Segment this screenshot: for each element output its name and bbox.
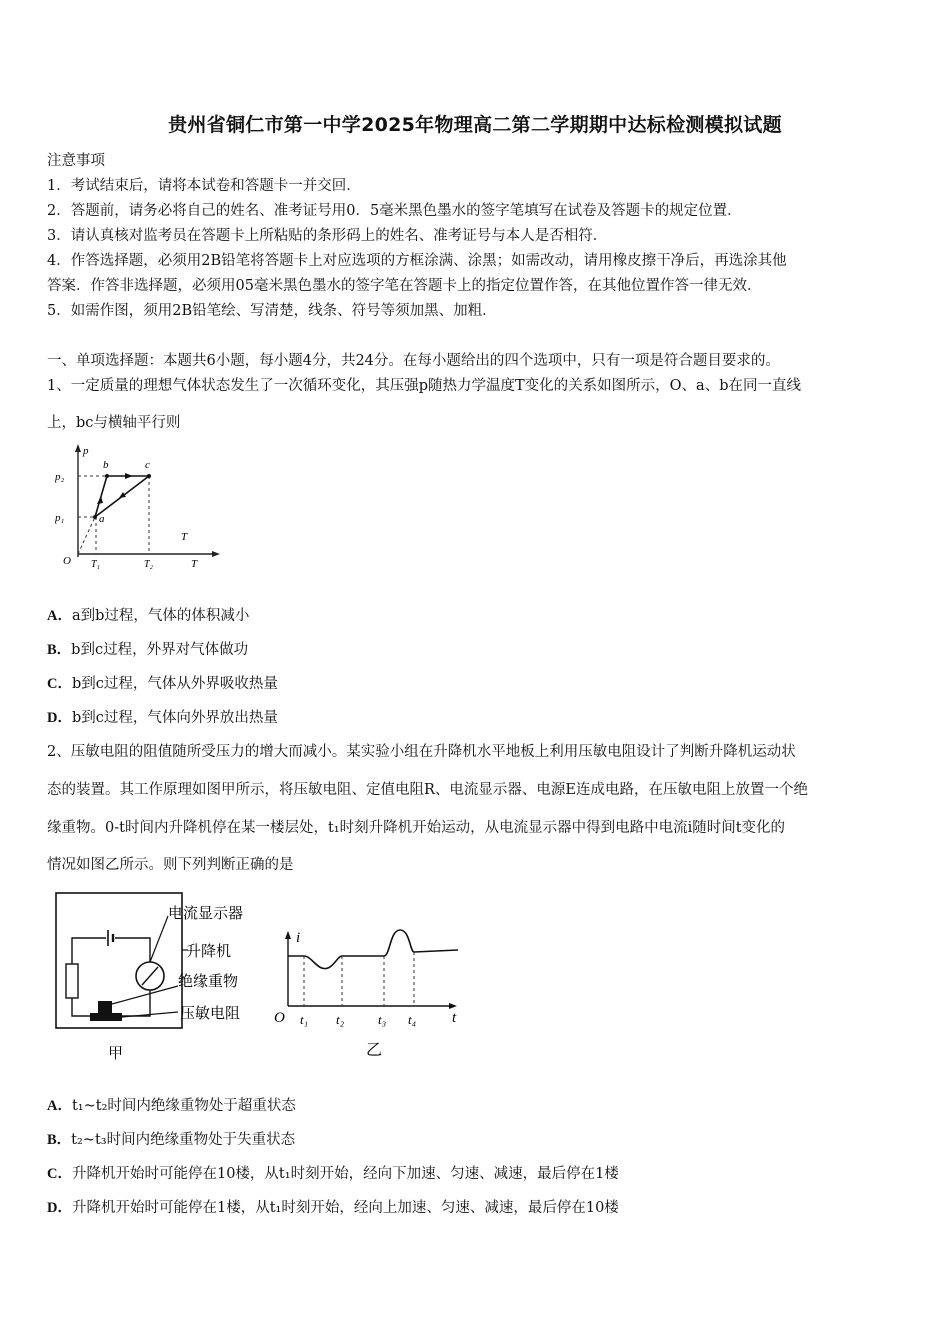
pt-x-arrow xyxy=(212,551,220,557)
pt-label-b: b xyxy=(103,459,109,471)
q2-option-b-text: t₂~t₃时间内绝缘重物处于失重状态 xyxy=(71,1132,296,1148)
q1-option-c-text: b到c过程，气体从外界吸收热量 xyxy=(71,676,278,692)
q1-option-d-text: b到c过程，气体向外界放出热量 xyxy=(71,710,278,726)
q2-option-c[interactable] xyxy=(47,1164,619,1184)
q2-stem-line-1: 2、压敏电阻的阻值随所受压力的增大而减小。某实验小组在升降机水平地板上利用压敏电阻设计了判断升降机运动状 xyxy=(47,744,796,760)
q2-option-a[interactable] xyxy=(47,1096,296,1116)
notice-item-3: 3．请认真核对监考员在答题卡上所粘贴的条形码上的姓名、准考证号与本人是否相符． xyxy=(47,228,608,244)
pt-label-a: a xyxy=(99,513,105,525)
it-label-t4: t₄ xyxy=(408,1012,417,1027)
it-y-arrow xyxy=(285,931,291,939)
it-label-t3: t₃ xyxy=(378,1012,387,1027)
q2-figure-jia xyxy=(50,888,265,1063)
caption-jia: 甲 xyxy=(108,1044,124,1062)
it-curve xyxy=(288,930,458,969)
q1-option-b-text: b到c过程，外界对气体做功 xyxy=(71,642,249,658)
notice-item-1: 1．考试结束后，请将本试卷和答题卡一并交回． xyxy=(47,178,361,194)
label-weight: 绝缘重物 xyxy=(178,972,239,990)
q1-option-b-key: B． xyxy=(47,642,72,658)
q1-option-a-key: A． xyxy=(47,608,72,624)
label-elevator: 升降机 xyxy=(186,942,232,960)
q2-option-a-text: t₁~t₂时间内绝缘重物处于超重状态 xyxy=(71,1098,296,1114)
it-label-t2: t₂ xyxy=(336,1012,345,1027)
q2-option-d-key: D． xyxy=(47,1200,72,1216)
pt-label-O: O xyxy=(63,555,71,567)
q2-option-b-key: B． xyxy=(47,1132,72,1148)
pt-label-p2: p₂ xyxy=(55,471,65,483)
circuit-wire-right xyxy=(122,990,150,1016)
section-heading: 一、单项选择题：本题共6小题，每小题4分，共24分。在每小题给出的四个选项中，只有一项是符合题目要求的。 xyxy=(47,353,780,369)
pt-label-T1: T₁ xyxy=(91,559,101,570)
pressure-resistor xyxy=(90,1013,122,1021)
pt-label-c: c xyxy=(145,459,150,471)
insulating-weight xyxy=(98,1001,112,1013)
circuit-wire-left xyxy=(72,998,92,1016)
q1-option-d[interactable] xyxy=(47,708,278,728)
notice-heading: 注意事项 xyxy=(47,153,105,169)
q1-option-d-key: D． xyxy=(47,710,72,726)
pt-label-p1: p₁ xyxy=(55,512,65,524)
q1-stem-line-2: 上，bc与横轴平行则 xyxy=(47,415,181,431)
circuit-wire-top-right xyxy=(115,938,150,962)
pt-point-c xyxy=(147,474,151,478)
pt-point-b xyxy=(105,474,109,478)
q1-option-c[interactable] xyxy=(47,674,278,694)
q2-stem-line-2: 态的装置。其工作原理如图甲所示，将压敏电阻、定值电阻R、电流显示器、电源E连成电路，在压敏电阻上放置一个绝 xyxy=(47,782,808,798)
it-label-O: O xyxy=(274,1010,285,1026)
q2-option-d[interactable] xyxy=(47,1198,619,1218)
notice-item-4-cont: 答案．作答非选择题，必须用05毫米黑色墨水的签字笔在答题卡上的指定位置作答，在其他位置作答一律无效． xyxy=(47,278,762,294)
pt-arrow-bc xyxy=(125,473,133,479)
q1-option-b[interactable] xyxy=(47,640,248,660)
q2-option-c-key: C． xyxy=(47,1166,72,1182)
pt-label-T2: T₂ xyxy=(144,559,154,570)
q2-option-b[interactable] xyxy=(47,1130,295,1150)
it-label-i: i xyxy=(296,930,301,946)
q1-pt-figure xyxy=(55,442,225,572)
pt-label-p: p xyxy=(83,445,89,457)
notice-item-2: 2．答题前，请务必将自己的姓名、准考证号用0．5毫米黑色墨水的签字笔填写在试卷及答题卡的规定位置． xyxy=(47,203,742,219)
pt-point-a xyxy=(93,515,97,519)
it-x-arrow xyxy=(449,1003,457,1009)
caption-yi: 乙 xyxy=(366,1040,383,1059)
pt-y-arrow xyxy=(75,444,81,452)
label-current-display: 电流显示器 xyxy=(168,904,244,922)
q2-option-c-text: 升降机开始时可能停在10楼，从t₁时刻开始，经向下加速、匀速、减速，最后停在1楼 xyxy=(71,1166,619,1182)
q2-stem-line-3: 缘重物。0-t时间内升降机停在某一楼层处，t₁时刻升降机开始运动，从电流显示器中得到电路中电流i随时间t变化的 xyxy=(47,820,786,836)
notice-item-5: 5．如需作图，须用2B铅笔绘、写清楚，线条、符号等须加黑、加粗． xyxy=(47,303,497,319)
fixed-resistor xyxy=(66,964,78,998)
leader-display xyxy=(150,916,168,962)
label-pressure-resistor: 压敏电阻 xyxy=(180,1004,241,1022)
pt-label-T-top: T xyxy=(181,531,188,543)
it-label-t: t xyxy=(452,1010,457,1026)
pt-dash-origin-a xyxy=(78,517,95,554)
q2-option-d-text: 升降机开始时可能停在1楼，从t₁时刻开始，经向上加速、匀速、减速，最后停在10楼 xyxy=(71,1200,619,1216)
elevator-box xyxy=(56,893,182,1028)
q1-option-c-key: C． xyxy=(47,676,72,692)
q2-figure-yi xyxy=(272,922,467,1062)
q1-option-a-text: a到b过程，气体的体积减小 xyxy=(71,608,250,624)
q2-stem-line-4: 情况如图乙所示。则下列判断正确的是 xyxy=(47,857,294,873)
exam-title: 贵州省铜仁市第一中学2025年物理高二第二学期期中达标检测模拟试题 xyxy=(168,114,782,136)
q1-option-a[interactable] xyxy=(47,606,249,626)
q1-stem-line-1: 1、一定质量的理想气体状态发生了一次循环变化，其压强p随热力学温度T变化的关系如图所示，O、a、b在同一直线 xyxy=(47,378,801,394)
it-label-t1: t₁ xyxy=(300,1012,309,1027)
q2-option-a-key: A． xyxy=(47,1098,72,1114)
pt-label-T: T xyxy=(191,558,198,570)
notice-item-4: 4．作答选择题，必须用2B铅笔将答题卡上对应选项的方框涂满、涂黑；如需改动，请用橡皮擦干净后，再选涂其他 xyxy=(47,253,787,269)
